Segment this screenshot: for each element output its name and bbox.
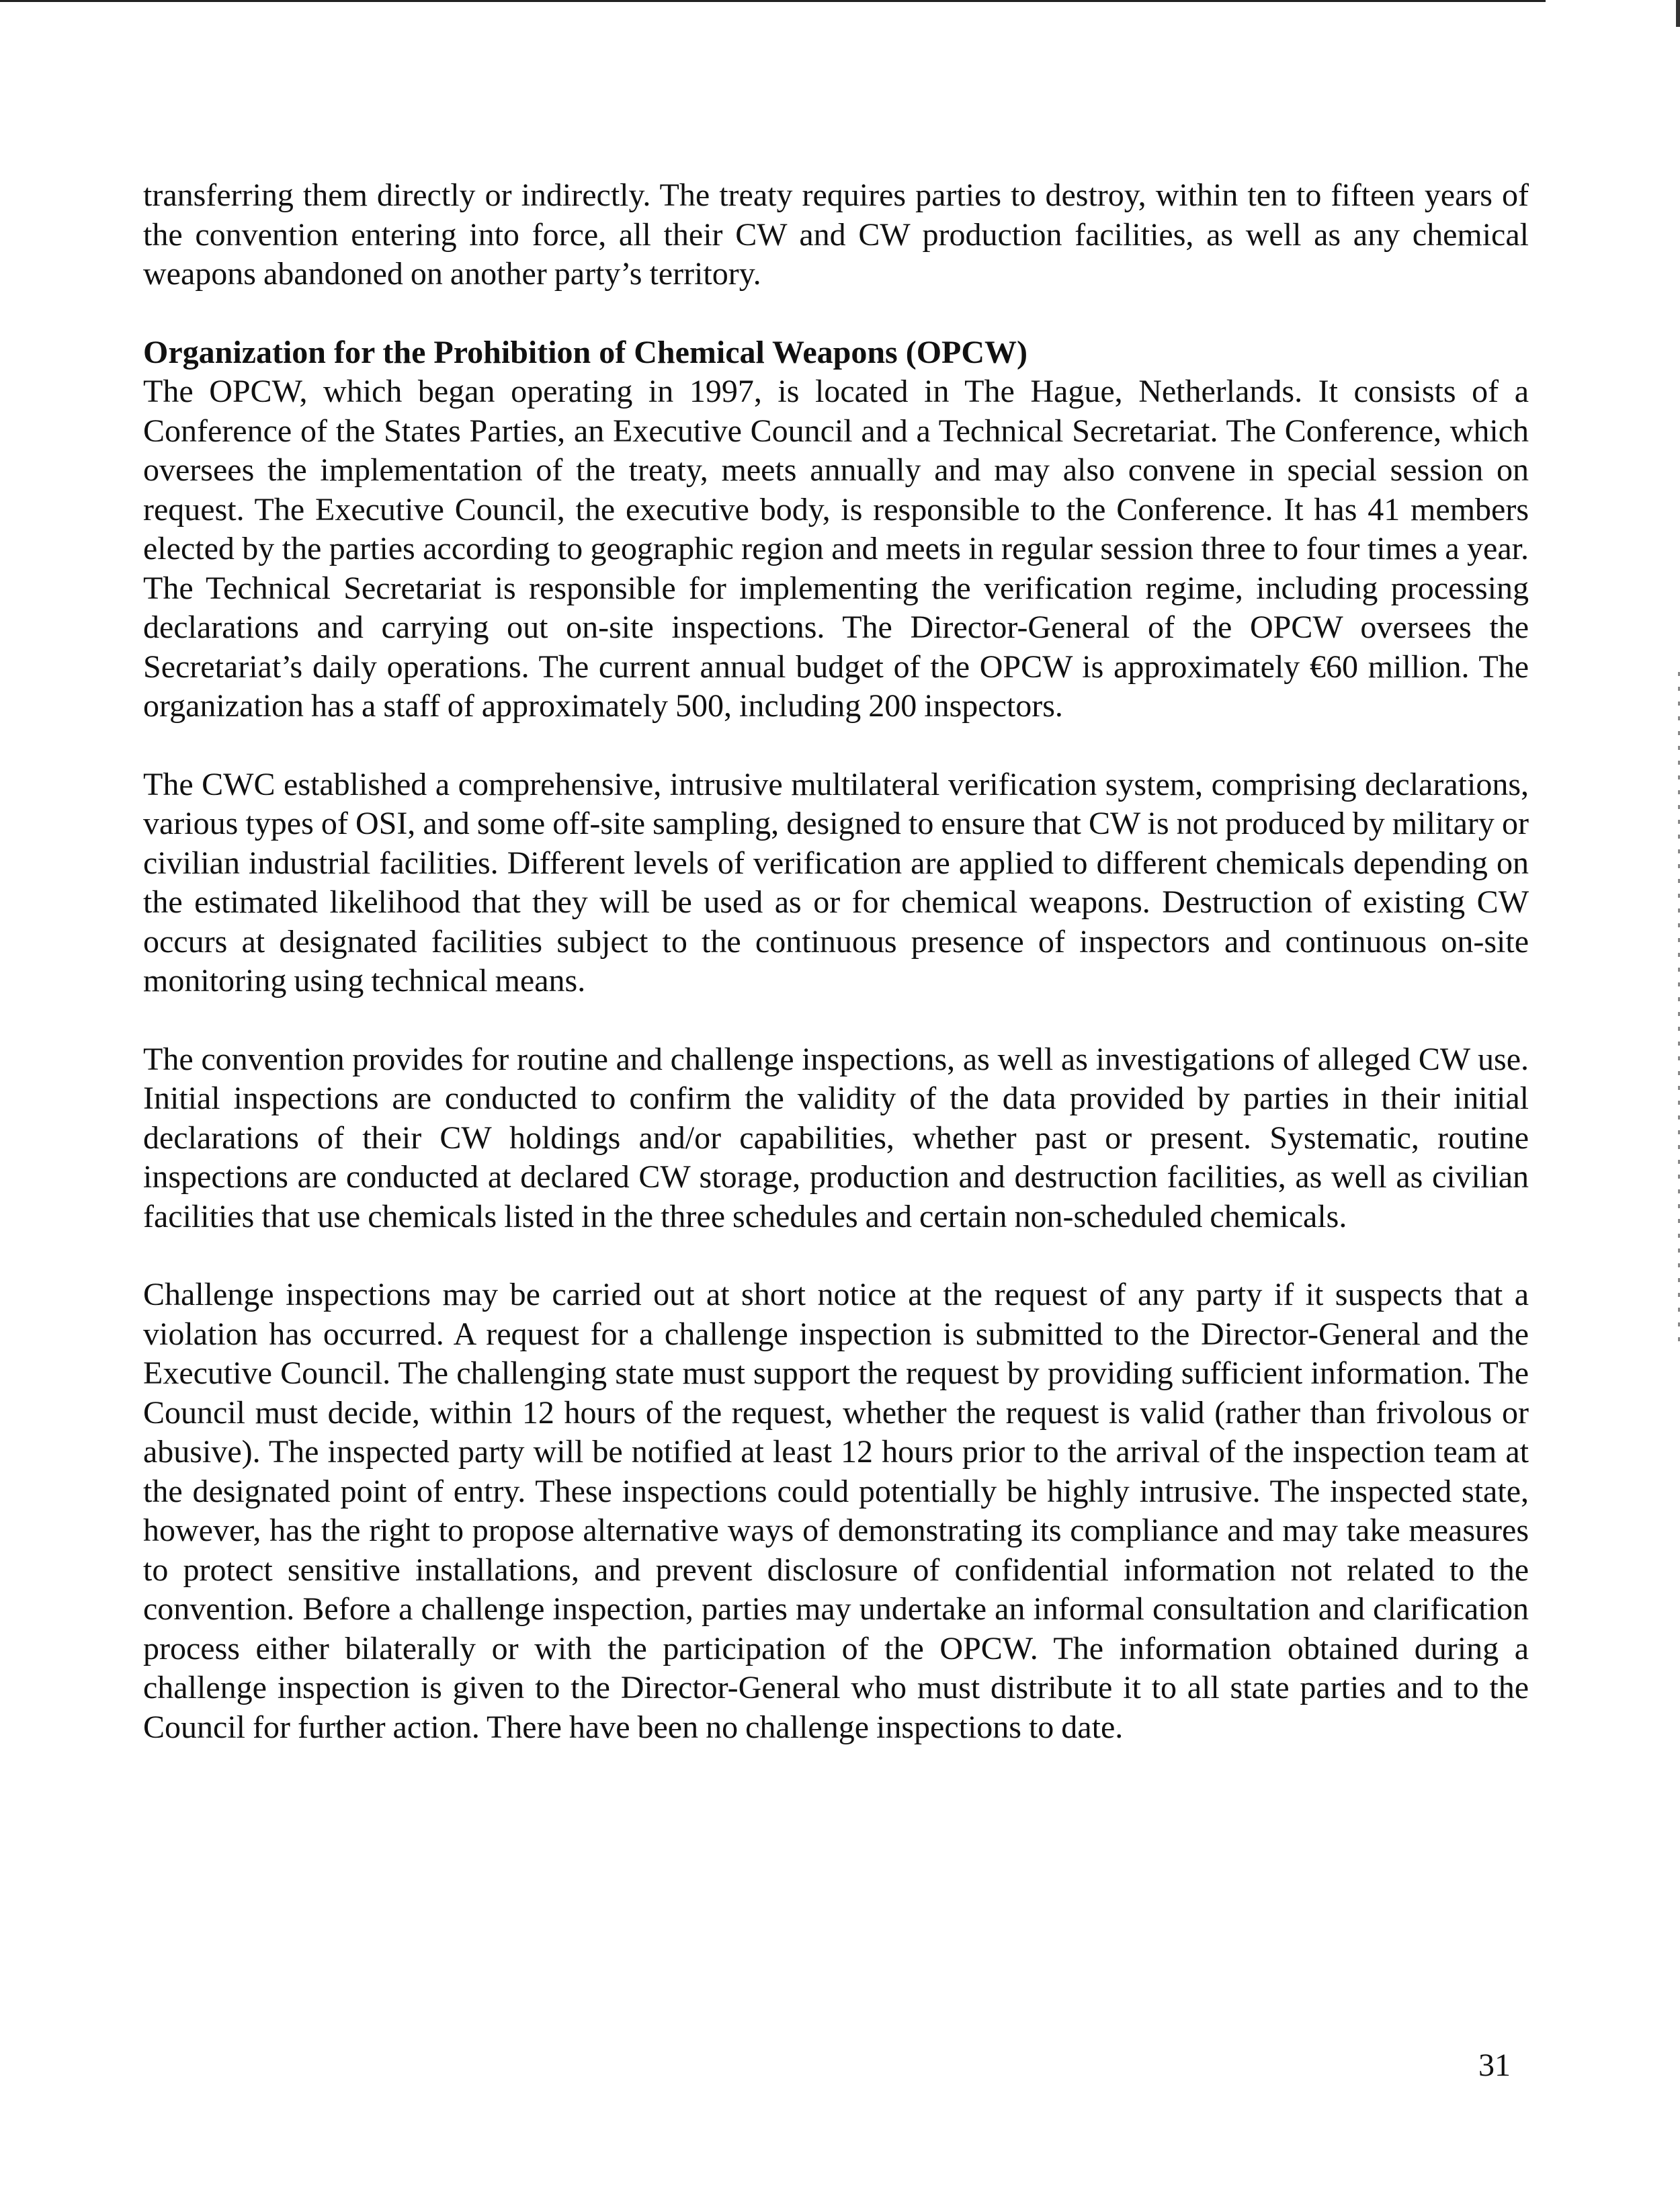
top-scan-rule bbox=[0, 0, 1546, 2]
page-body bbox=[143, 176, 1529, 1786]
verification-paragraph: The CWC established a comprehensive, intrusive multilateral verification system, comprising declarations, various types of OSI, and some off-site sampling, designed to ensure that CW is not produced by military or civilian industrial facilities. Different levels of verification are applied to different chemicals depending on the estimated likelihood that they will be used as or for chemical weapons. Destruction of existing CW occurs at designated facilities subject to the continuous presence of inspectors and continuous on-site monitoring using technical means. bbox=[143, 766, 1529, 999]
opcw-section bbox=[143, 333, 1529, 726]
opcw-heading: Organization for the Prohibition of Chemical Weapons (OPCW) bbox=[143, 334, 1027, 370]
page-number: 31 bbox=[1478, 2047, 1511, 2083]
corner-scan-mark bbox=[1676, 0, 1680, 27]
opcw-paragraph: The OPCW, which began operating in 1997, is located in The Hague, Netherlands. It consists of a Conference of the States Parties, an Executive Council and a Technical Secretariat. The Conference, which oversees the implementation of the treaty, meets annually and may also convene in special session on request. The Executive Council, the executive body, is responsible to the Conference. It has 41 members elected by the parties according to geographic region and meets in regular session three to four times a year. The Technical Secretariat is responsible for implementing the verification regime, including processing declarations and carrying out on-site inspections. The Director-General of the OPCW oversees the Secretariat’s daily operations. The current annual budget of the OPCW is approximately €60 million. The organization has a staff of approximately 500, including 200 inspectors. bbox=[143, 374, 1529, 724]
challenge-inspections-paragraph: Challenge inspections may be carried out at short notice at the request of any party if it suspects that a violation has occurred. A request for a challenge inspection is submitted to the Director-General and the Executive Council. The challenging state must support the request by providing sufficient information. The Council must decide, within 12 hours of the request, whether the request is valid (rather than frivolous or abusive). The inspected party will be notified at least 12 hours prior to the arrival of the inspection team at the designated point of entry. These inspections could potentially be highly intrusive. The inspected state, however, has the right to propose alternative ways of demonstrating its compliance and may take measures to protect sensitive installations, and prevent disclosure of confidential information not related to the convention. Before a challenge inspection, parties may undertake an informal consultation and clarification process either bilaterally or with the participation of the OPCW. The information obtained during a challenge inspection is given to the Director-General who must distribute it to all state parties and to the Council for further action. There have been no challenge inspections to date. bbox=[143, 1277, 1529, 1745]
inspections-paragraph: The convention provides for routine and challenge inspections, as well as investigations of alleged CW use. Initial inspections are conducted to confirm the validity of the data provided by parties in their initial declarations of their CW holdings and/or capabilities, whether past or present. Systematic, routine inspections are conducted at declared CW storage, production and destruction facilities, as well as civilian facilities that use chemicals listed in the three schedules and certain non-scheduled chemicals. bbox=[143, 1041, 1529, 1234]
intro-paragraph: transferring them directly or indirectly. The treaty requires parties to destroy, within ten to fifteen years of the convention entering into force, all their CW and CW production facilities, as well as any chemical weapons abandoned on another party’s territory. bbox=[143, 177, 1529, 292]
